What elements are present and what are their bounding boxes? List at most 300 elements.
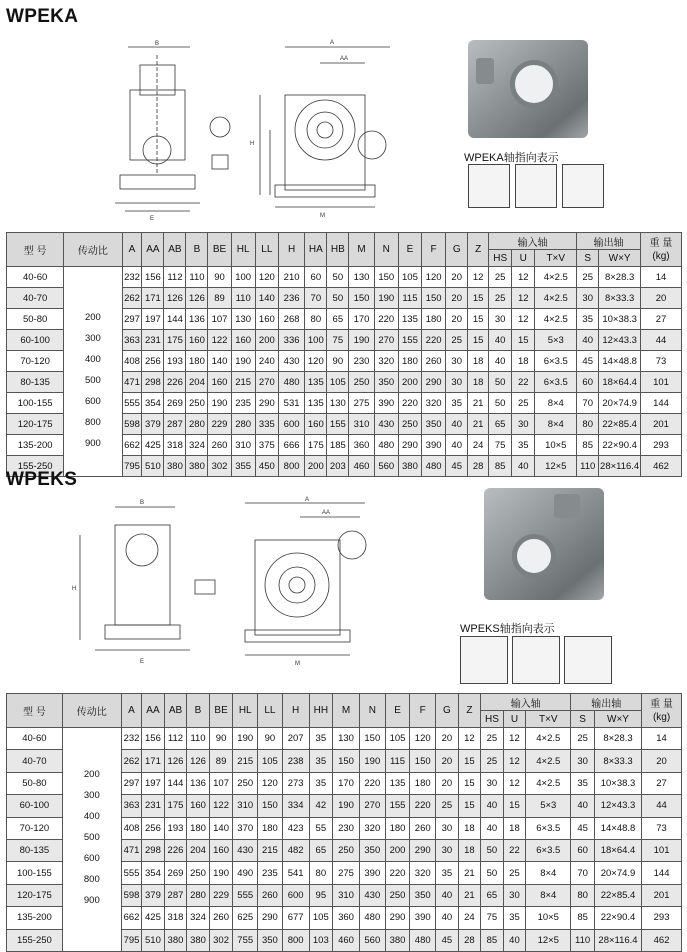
table-cell: 20 xyxy=(436,772,459,794)
column-header: E xyxy=(398,233,421,267)
table-cell: 215 xyxy=(233,750,258,772)
table-cell: 302 xyxy=(209,929,233,951)
table-cell: 40 xyxy=(489,330,512,351)
table-cell: 105 xyxy=(385,728,410,750)
table-cell: 30 xyxy=(571,750,595,772)
table-cell: 220 xyxy=(374,309,398,330)
model-cell: 135-200 xyxy=(7,907,63,929)
table-cell: 160 xyxy=(305,414,327,435)
table-cell: 598 xyxy=(122,414,142,435)
table-cell: 755 xyxy=(233,929,258,951)
table-cell: 171 xyxy=(142,288,164,309)
table-cell: 555 xyxy=(122,393,142,414)
ratio-value: 600 xyxy=(83,853,100,864)
table-cell: 28 xyxy=(458,929,481,951)
table-cell: 45 xyxy=(577,351,599,372)
column-header: A xyxy=(122,233,142,267)
table-cell: 18×64.4 xyxy=(594,839,641,861)
table-cell: 150 xyxy=(410,750,436,772)
table-cell: 90 xyxy=(258,728,283,750)
column-header: N xyxy=(359,694,385,728)
table-cell: 275 xyxy=(349,393,374,414)
table-cell: 5×3 xyxy=(526,795,571,817)
table-cell: 230 xyxy=(333,817,360,839)
table-cell: 12×5 xyxy=(526,929,571,951)
model-cell: 120-175 xyxy=(7,414,64,435)
table-cell: 12 xyxy=(512,309,535,330)
table-cell: 229 xyxy=(208,414,231,435)
table-cell: 45 xyxy=(571,817,595,839)
table-cell: 8×4 xyxy=(535,393,577,414)
table-cell: 35 xyxy=(446,393,468,414)
table-cell: 171 xyxy=(142,750,165,772)
table-cell: 350 xyxy=(410,884,436,906)
table-cell: 70 xyxy=(305,288,327,309)
input-shaft-group-header: 输入轴 xyxy=(489,233,577,250)
table-cell: 55 xyxy=(309,817,333,839)
table-cell: 126 xyxy=(164,750,187,772)
table-cell: 44 xyxy=(642,795,682,817)
table-cell: 90 xyxy=(327,351,349,372)
table-cell: 50 xyxy=(481,862,504,884)
table-cell: 269 xyxy=(164,862,187,884)
table-cell: 260 xyxy=(258,884,283,906)
table-cell: 160 xyxy=(231,330,255,351)
table-cell: 150 xyxy=(359,728,385,750)
table-cell: 290 xyxy=(398,435,421,456)
table-cell: 50 xyxy=(489,372,512,393)
table-cell: 22×85.4 xyxy=(599,414,641,435)
table-cell: 480 xyxy=(410,929,436,951)
table-cell: 103 xyxy=(309,929,333,951)
table-cell: 190 xyxy=(333,795,360,817)
model-cell: 100-155 xyxy=(7,862,63,884)
table-cell: 20 xyxy=(446,309,468,330)
table-cell: 101 xyxy=(641,372,682,393)
table-cell: 320 xyxy=(359,817,385,839)
table-cell: 287 xyxy=(164,414,186,435)
table-cell: 115 xyxy=(398,288,421,309)
table-cell: 180 xyxy=(186,351,208,372)
table-cell: 18 xyxy=(503,817,526,839)
table-cell: 18 xyxy=(468,351,489,372)
table-cell: 256 xyxy=(142,351,164,372)
column-header: 传动比 xyxy=(64,233,122,267)
model-cell: 70-120 xyxy=(7,351,64,372)
table-cell: 256 xyxy=(142,817,165,839)
column-header: Z xyxy=(458,694,481,728)
table-cell: 336 xyxy=(278,330,304,351)
section-title-wpeks: WPEKS xyxy=(6,469,78,490)
table-cell: 335 xyxy=(255,414,278,435)
table-cell: 110 xyxy=(186,267,208,288)
svg-text:E: E xyxy=(140,659,145,665)
wpeka-orientation-diagram-a xyxy=(468,164,510,208)
table-cell: 180 xyxy=(421,309,445,330)
table-cell: 122 xyxy=(209,795,233,817)
table-cell: 80 xyxy=(309,862,333,884)
table-cell: 150 xyxy=(374,267,398,288)
table-cell: 190 xyxy=(209,862,233,884)
table-cell: 471 xyxy=(121,839,141,861)
wpeka-orientation-caption: WPEKA轴指向表示 xyxy=(464,152,559,164)
model-cell: 70-120 xyxy=(7,817,63,839)
table-cell: 197 xyxy=(142,772,165,794)
table-cell: 20 xyxy=(642,750,682,772)
table-cell: 35 xyxy=(512,435,535,456)
column-header: F xyxy=(421,233,445,267)
column-header: 型 号 xyxy=(7,233,64,267)
table-cell: 598 xyxy=(121,884,141,906)
table-cell: 677 xyxy=(282,907,309,929)
wpeks-spec-table xyxy=(6,693,682,952)
table-cell: 85 xyxy=(571,907,595,929)
table-cell: 156 xyxy=(142,728,165,750)
table-cell: 235 xyxy=(231,393,255,414)
table-cell: 70 xyxy=(577,393,599,414)
table-cell: 12×5 xyxy=(535,456,577,477)
table-cell: 110 xyxy=(187,728,210,750)
output-shaft-group-header: 输出轴 xyxy=(577,233,641,250)
table-cell: 600 xyxy=(282,884,309,906)
table-cell: 430 xyxy=(374,414,398,435)
table-cell: 4×2.5 xyxy=(535,309,577,330)
wpeks-orientation-diagram-b xyxy=(512,636,560,684)
table-cell: 160 xyxy=(187,795,210,817)
table-cell: 510 xyxy=(142,456,164,477)
table-cell: 190 xyxy=(233,728,258,750)
table-cell: 232 xyxy=(121,728,141,750)
ratio-value: 300 xyxy=(84,333,101,344)
svg-text:AA: AA xyxy=(340,56,349,62)
table-cell: 210 xyxy=(278,267,304,288)
table-cell: 15 xyxy=(458,795,481,817)
table-cell: 85 xyxy=(577,435,599,456)
table-cell: 290 xyxy=(385,907,410,929)
table-cell: 24 xyxy=(458,907,481,929)
table-cell: 15 xyxy=(458,772,481,794)
model-cell: 135-200 xyxy=(7,435,64,456)
table-cell: 20 xyxy=(446,267,468,288)
table-cell: 100 xyxy=(231,267,255,288)
table-cell: 180 xyxy=(385,817,410,839)
table-cell: 287 xyxy=(164,884,187,906)
table-cell: 8×4 xyxy=(526,884,571,906)
table-cell: 600 xyxy=(278,414,304,435)
table-cell: 20×74.9 xyxy=(599,393,641,414)
table-cell: 318 xyxy=(164,907,187,929)
ratio-value: 500 xyxy=(83,832,100,843)
table-cell: 260 xyxy=(208,435,231,456)
column-header: HL xyxy=(231,233,255,267)
wpeks-orientation-diagram-c xyxy=(564,636,612,684)
model-cell: 40-60 xyxy=(7,267,64,288)
table-row xyxy=(7,267,682,288)
table-cell: 130 xyxy=(327,393,349,414)
table-cell: 136 xyxy=(187,772,210,794)
table-cell: 531 xyxy=(278,393,304,414)
table-cell: 135 xyxy=(305,393,327,414)
table-cell: 150 xyxy=(258,795,283,817)
table-cell: 462 xyxy=(642,929,682,951)
table-cell: 262 xyxy=(122,288,142,309)
table-cell: 215 xyxy=(258,839,283,861)
table-cell: 310 xyxy=(233,795,258,817)
table-cell: 320 xyxy=(374,351,398,372)
table-cell: 73 xyxy=(642,817,682,839)
table-cell: 320 xyxy=(410,862,436,884)
ratio-value: 200 xyxy=(84,312,101,323)
table-cell: 30 xyxy=(481,772,504,794)
table-cell: 6×3.5 xyxy=(535,372,577,393)
table-cell: 280 xyxy=(187,884,210,906)
table-cell: 450 xyxy=(255,456,278,477)
table-cell: 21 xyxy=(458,884,481,906)
table-cell: 107 xyxy=(208,309,231,330)
table-cell: 35 xyxy=(309,728,333,750)
table-cell: 35 xyxy=(571,772,595,794)
table-cell: 310 xyxy=(231,435,255,456)
table-cell: 298 xyxy=(142,372,164,393)
table-cell: 14×48.8 xyxy=(594,817,641,839)
table-cell: 144 xyxy=(164,772,187,794)
ratio-value: 900 xyxy=(84,438,101,449)
table-cell: 250 xyxy=(385,884,410,906)
table-cell: 89 xyxy=(209,750,233,772)
table-cell: 232 xyxy=(122,267,142,288)
table-cell: 270 xyxy=(359,795,385,817)
table-cell: 354 xyxy=(142,862,165,884)
table-cell: 40 xyxy=(436,884,459,906)
svg-text:H: H xyxy=(72,586,77,592)
table-cell: 30 xyxy=(512,414,535,435)
weight-header: 重 量 (kg) xyxy=(641,233,682,267)
table-cell: 12×43.3 xyxy=(599,330,641,351)
table-cell: 15 xyxy=(512,330,535,351)
table-cell: 22×90.4 xyxy=(599,435,641,456)
table-cell: 290 xyxy=(421,372,445,393)
table-cell: 379 xyxy=(142,884,165,906)
table-cell: 250 xyxy=(187,862,210,884)
column-header: AA xyxy=(142,233,164,267)
model-cell: 100-155 xyxy=(7,393,64,414)
table-cell: 310 xyxy=(333,884,360,906)
table-cell: 135 xyxy=(305,372,327,393)
table-cell: 4×2.5 xyxy=(526,728,571,750)
ratio-value: 400 xyxy=(83,811,100,822)
table-cell: 180 xyxy=(410,772,436,794)
ratio-value: 800 xyxy=(84,417,101,428)
column-header: U xyxy=(503,711,526,728)
table-cell: 510 xyxy=(142,929,165,951)
table-cell: 269 xyxy=(164,393,186,414)
model-cell: 120-175 xyxy=(7,884,63,906)
table-cell: 190 xyxy=(208,393,231,414)
table-cell: 120 xyxy=(421,267,445,288)
table-cell: 35 xyxy=(309,772,333,794)
svg-text:A: A xyxy=(305,497,310,503)
table-cell: 80 xyxy=(571,884,595,906)
wpeks-product-photo xyxy=(484,488,604,600)
table-cell: 302 xyxy=(208,456,231,477)
table-cell: 60 xyxy=(571,839,595,861)
table-cell: 235 xyxy=(258,862,283,884)
model-cell: 40-70 xyxy=(7,288,64,309)
table-cell: 379 xyxy=(142,414,164,435)
table-cell: 350 xyxy=(421,414,445,435)
table-cell: 105 xyxy=(327,372,349,393)
table-cell: 231 xyxy=(142,795,165,817)
table-cell: 175 xyxy=(164,330,186,351)
table-cell: 226 xyxy=(164,372,186,393)
table-cell: 45 xyxy=(446,456,468,477)
column-header: M xyxy=(349,233,374,267)
table-cell: 144 xyxy=(641,393,682,414)
table-cell: 324 xyxy=(187,907,210,929)
table-cell: 12 xyxy=(458,728,481,750)
table-cell: 320 xyxy=(421,393,445,414)
table-cell: 293 xyxy=(641,435,682,456)
table-cell: 795 xyxy=(122,456,142,477)
table-cell: 12 xyxy=(468,267,489,288)
table-cell: 662 xyxy=(121,907,141,929)
table-cell: 250 xyxy=(333,839,360,861)
table-cell: 12 xyxy=(503,728,526,750)
table-cell: 112 xyxy=(164,728,187,750)
table-cell: 126 xyxy=(164,288,186,309)
table-cell: 490 xyxy=(233,862,258,884)
table-cell: 360 xyxy=(349,435,374,456)
table-cell: 430 xyxy=(359,884,385,906)
table-cell: 390 xyxy=(421,435,445,456)
column-header: H xyxy=(278,233,304,267)
table-cell: 155 xyxy=(398,330,421,351)
table-cell: 50 xyxy=(327,267,349,288)
table-cell: 203 xyxy=(327,456,349,477)
table-cell: 12×43.3 xyxy=(594,795,641,817)
table-cell: 40 xyxy=(571,795,595,817)
input-shaft-group-header: 输入轴 xyxy=(481,694,571,711)
table-cell: 236 xyxy=(278,288,304,309)
table-cell: 155 xyxy=(327,414,349,435)
output-bore-icon xyxy=(510,60,558,108)
table-cell: 90 xyxy=(209,728,233,750)
table-cell: 555 xyxy=(121,862,141,884)
table-cell: 480 xyxy=(374,435,398,456)
table-cell: 350 xyxy=(359,839,385,861)
output-bore-icon xyxy=(512,534,556,578)
table-cell: 28×116.4 xyxy=(594,929,641,951)
table-cell: 21 xyxy=(468,414,489,435)
table-cell: 45 xyxy=(436,929,459,951)
table-cell: 4×2.5 xyxy=(526,772,571,794)
table-cell: 40 xyxy=(446,414,468,435)
column-header: W×Y xyxy=(599,250,641,267)
table-cell: 60 xyxy=(305,267,327,288)
table-cell: 30 xyxy=(489,309,512,330)
table-cell: 795 xyxy=(121,929,141,951)
column-header: BE xyxy=(209,694,233,728)
table-cell: 207 xyxy=(282,728,309,750)
column-header: U xyxy=(512,250,535,267)
table-cell: 10×38.3 xyxy=(594,772,641,794)
table-cell: 101 xyxy=(642,839,682,861)
column-header: B xyxy=(186,233,208,267)
table-cell: 262 xyxy=(121,750,141,772)
table-cell: 240 xyxy=(255,351,278,372)
table-cell: 25 xyxy=(489,288,512,309)
table-cell: 126 xyxy=(187,750,210,772)
table-cell: 541 xyxy=(282,862,309,884)
column-header: S xyxy=(577,250,599,267)
model-cell: 50-80 xyxy=(7,772,63,794)
table-cell: 60 xyxy=(577,372,599,393)
table-cell: 20 xyxy=(436,728,459,750)
table-cell: 27 xyxy=(642,772,682,794)
column-header: LL xyxy=(258,694,283,728)
table-cell: 22 xyxy=(503,839,526,861)
table-cell: 482 xyxy=(282,839,309,861)
table-cell: 14 xyxy=(641,267,682,288)
table-cell: 105 xyxy=(258,750,283,772)
column-header: S xyxy=(571,711,595,728)
table-cell: 20 xyxy=(446,288,468,309)
column-header: AA xyxy=(142,694,165,728)
table-cell: 220 xyxy=(359,772,385,794)
table-cell: 220 xyxy=(410,795,436,817)
table-cell: 462 xyxy=(641,456,682,477)
table-cell: 4×2.5 xyxy=(535,288,577,309)
ratio-list-cell xyxy=(64,267,122,477)
table-cell: 25 xyxy=(503,862,526,884)
table-cell: 334 xyxy=(282,795,309,817)
table-cell: 425 xyxy=(142,907,165,929)
weight-header: 重 量 (kg) xyxy=(642,694,682,728)
column-header: 传动比 xyxy=(62,694,121,728)
table-cell: 85 xyxy=(481,929,504,951)
table-cell: 30 xyxy=(577,288,599,309)
table-cell: 107 xyxy=(209,772,233,794)
table-cell: 175 xyxy=(164,795,187,817)
table-cell: 22×85.4 xyxy=(594,884,641,906)
table-cell: 375 xyxy=(255,435,278,456)
table-cell: 5×3 xyxy=(535,330,577,351)
table-cell: 662 xyxy=(122,435,142,456)
table-cell: 30 xyxy=(446,351,468,372)
table-cell: 136 xyxy=(186,309,208,330)
table-cell: 12 xyxy=(512,288,535,309)
table-cell: 4×2.5 xyxy=(535,267,577,288)
svg-text:B: B xyxy=(155,41,160,47)
table-cell: 193 xyxy=(164,351,186,372)
model-cell: 80-135 xyxy=(7,372,64,393)
table-cell: 625 xyxy=(233,907,258,929)
table-cell: 130 xyxy=(231,309,255,330)
table-cell: 280 xyxy=(186,414,208,435)
table-cell: 25 xyxy=(512,393,535,414)
table-cell: 231 xyxy=(142,330,164,351)
table-cell: 800 xyxy=(278,456,304,477)
table-cell: 180 xyxy=(398,351,421,372)
table-cell: 21 xyxy=(468,393,489,414)
table-cell: 20 xyxy=(436,750,459,772)
table-cell: 160 xyxy=(186,330,208,351)
table-cell: 50 xyxy=(481,839,504,861)
table-cell: 100 xyxy=(305,330,327,351)
table-cell: 480 xyxy=(359,907,385,929)
table-cell: 666 xyxy=(278,435,304,456)
table-cell: 40 xyxy=(436,907,459,929)
